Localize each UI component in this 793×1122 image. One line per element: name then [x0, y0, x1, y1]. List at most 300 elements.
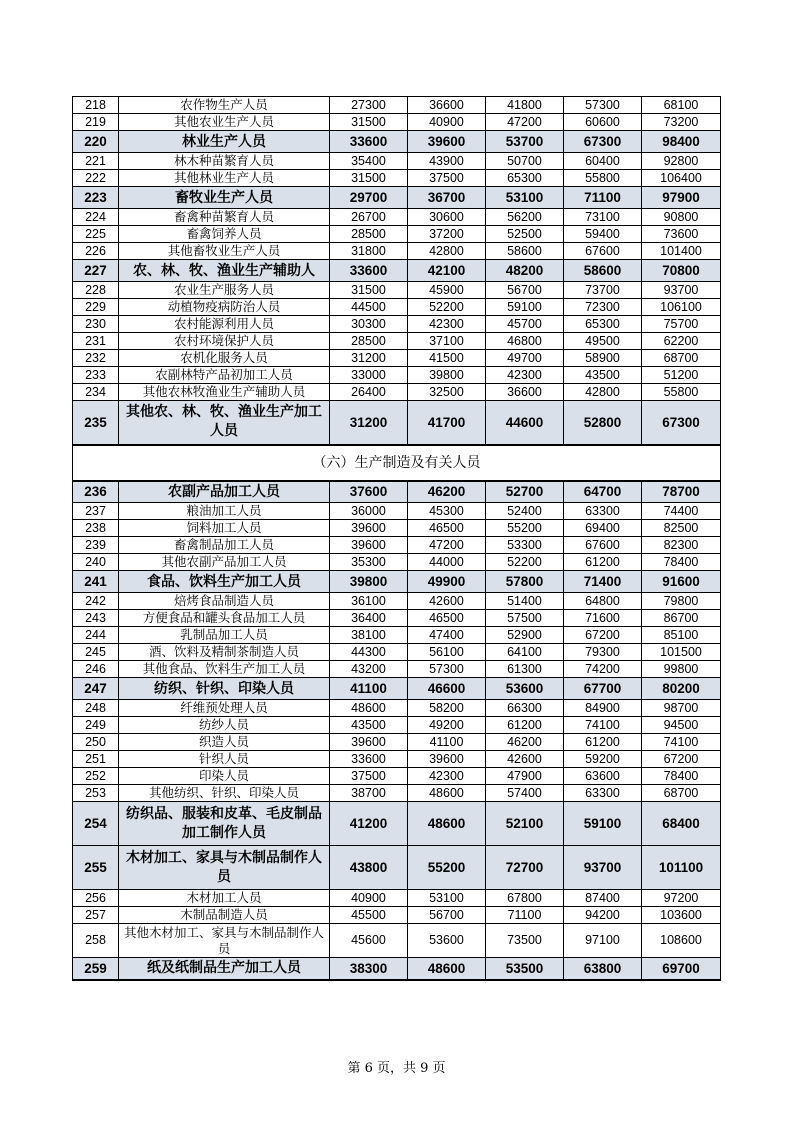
occupation-name: 其他纺织、针织、印染人员 [119, 785, 330, 802]
wage-value: 59400 [564, 226, 642, 243]
wage-value: 59100 [486, 299, 564, 316]
wage-value: 74100 [564, 717, 642, 734]
wage-value: 71100 [564, 187, 642, 209]
wage-value: 42300 [408, 316, 486, 333]
occupation-name: 动植物疫病防治人员 [119, 299, 330, 316]
wage-table [72, 96, 721, 981]
wage-value: 64800 [564, 593, 642, 610]
occupation-name: 畜禽种苗繁育人员 [119, 209, 330, 226]
occupation-code: 247 [73, 678, 119, 700]
wage-value: 91600 [642, 571, 721, 593]
occupation-code: 258 [73, 924, 119, 958]
section-header-row [73, 445, 721, 481]
wage-value: 36600 [486, 384, 564, 401]
wage-value: 46500 [408, 520, 486, 537]
occupation-name: 方便食品和罐头食品加工人员 [119, 610, 330, 627]
wage-value: 44300 [330, 644, 408, 661]
wage-value: 36000 [330, 503, 408, 520]
wage-value: 59100 [564, 802, 642, 846]
wage-value: 43500 [564, 367, 642, 384]
occupation-name: 粮油加工人员 [119, 503, 330, 520]
occupation-code: 256 [73, 890, 119, 907]
occupation-code: 259 [73, 958, 119, 980]
wage-value: 39600 [408, 131, 486, 153]
wage-value: 79300 [564, 644, 642, 661]
wage-value: 41500 [408, 350, 486, 367]
table-row [73, 554, 721, 571]
wage-value: 44600 [486, 401, 564, 445]
table-row [73, 751, 721, 768]
table-row [73, 644, 721, 661]
occupation-code: 227 [73, 260, 119, 282]
wage-value: 39600 [330, 537, 408, 554]
occupation-code: 246 [73, 661, 119, 678]
wage-value: 53500 [486, 958, 564, 980]
table-row [73, 209, 721, 226]
wage-value: 73200 [642, 114, 721, 131]
wage-value: 63800 [564, 958, 642, 980]
table-row [73, 367, 721, 384]
occupation-name: 纺纱人员 [119, 717, 330, 734]
table-row [73, 131, 721, 153]
occupation-name: 其他畜牧业生产人员 [119, 243, 330, 260]
wage-value: 68100 [642, 97, 721, 114]
wage-value: 55200 [486, 520, 564, 537]
occupation-code: 219 [73, 114, 119, 131]
wage-value: 28500 [330, 333, 408, 350]
wage-value: 53600 [408, 924, 486, 958]
wage-value: 45700 [486, 316, 564, 333]
occupation-name: 焙烤食品制造人员 [119, 593, 330, 610]
table-row [73, 768, 721, 785]
occupation-code: 253 [73, 785, 119, 802]
wage-value: 48600 [408, 958, 486, 980]
occupation-name: 木制品制造人员 [119, 907, 330, 924]
wage-value: 26700 [330, 209, 408, 226]
wage-value: 42800 [564, 384, 642, 401]
wage-value: 58900 [564, 350, 642, 367]
wage-value: 36600 [408, 97, 486, 114]
wage-value: 78400 [642, 554, 721, 571]
wage-value: 31500 [330, 114, 408, 131]
wage-value: 37200 [408, 226, 486, 243]
wage-value: 93700 [564, 846, 642, 890]
wage-value: 59200 [564, 751, 642, 768]
wage-value: 31200 [330, 401, 408, 445]
wage-value: 40900 [330, 890, 408, 907]
occupation-name: 农、林、牧、渔业生产辅助人 [119, 260, 330, 282]
table-row [73, 114, 721, 131]
wage-value: 35300 [330, 554, 408, 571]
table-row [73, 678, 721, 700]
table-row [73, 153, 721, 170]
occupation-name: 酒、饮料及精制茶制造人员 [119, 644, 330, 661]
wage-value: 70800 [642, 260, 721, 282]
occupation-name: 畜禽制品加工人员 [119, 537, 330, 554]
wage-value: 58600 [486, 243, 564, 260]
wage-value: 67600 [564, 537, 642, 554]
wage-value: 65300 [486, 170, 564, 187]
wage-value: 65300 [564, 316, 642, 333]
table-row [73, 226, 721, 243]
wage-value: 67700 [564, 678, 642, 700]
wage-value: 27300 [330, 97, 408, 114]
wage-value: 47900 [486, 768, 564, 785]
occupation-code: 229 [73, 299, 119, 316]
page-footer: 第 6 页，共 9 页 [347, 1061, 446, 1076]
occupation-code: 250 [73, 734, 119, 751]
wage-value: 46500 [408, 610, 486, 627]
occupation-name: 印染人员 [119, 768, 330, 785]
wage-value: 67300 [642, 401, 721, 445]
wage-value: 37500 [330, 768, 408, 785]
wage-value: 41200 [330, 802, 408, 846]
wage-value: 63600 [564, 768, 642, 785]
table-row [73, 97, 721, 114]
occupation-code: 225 [73, 226, 119, 243]
occupation-code: 239 [73, 537, 119, 554]
occupation-code: 251 [73, 751, 119, 768]
table-row [73, 610, 721, 627]
wage-value: 73500 [486, 924, 564, 958]
wage-value: 56700 [408, 907, 486, 924]
occupation-code: 226 [73, 243, 119, 260]
wage-value: 63300 [564, 503, 642, 520]
wage-value: 37100 [408, 333, 486, 350]
wage-value: 108600 [642, 924, 721, 958]
occupation-code: 241 [73, 571, 119, 593]
table-row [73, 958, 721, 980]
wage-value: 48600 [408, 785, 486, 802]
wage-value: 31800 [330, 243, 408, 260]
wage-value: 51400 [486, 593, 564, 610]
wage-value: 29700 [330, 187, 408, 209]
wage-value: 61200 [486, 717, 564, 734]
wage-value: 31500 [330, 282, 408, 299]
wage-value: 49200 [408, 717, 486, 734]
occupation-code: 249 [73, 717, 119, 734]
occupation-code: 232 [73, 350, 119, 367]
wage-value: 69400 [564, 520, 642, 537]
wage-value: 85100 [642, 627, 721, 644]
occupation-name: 纤维预处理人员 [119, 700, 330, 717]
occupation-name: 其他农业生产人员 [119, 114, 330, 131]
wage-value: 41800 [486, 97, 564, 114]
wage-value: 52200 [408, 299, 486, 316]
wage-value: 101500 [642, 644, 721, 661]
wage-value: 52100 [486, 802, 564, 846]
wage-value: 32500 [408, 384, 486, 401]
occupation-name: 农村环境保护人员 [119, 333, 330, 350]
occupation-name: 农业生产服务人员 [119, 282, 330, 299]
wage-value: 39600 [330, 520, 408, 537]
occupation-code: 248 [73, 700, 119, 717]
wage-value: 37500 [408, 170, 486, 187]
wage-value: 90800 [642, 209, 721, 226]
table-row [73, 734, 721, 751]
wage-value: 72300 [564, 299, 642, 316]
wage-value: 101400 [642, 243, 721, 260]
occupation-name: 其他木材加工、家具与木制品制作人员 [119, 924, 330, 958]
occupation-name: 农副林特产品初加工人员 [119, 367, 330, 384]
occupation-name: 食品、饮料生产加工人员 [119, 571, 330, 593]
wage-value: 48600 [330, 700, 408, 717]
wage-value: 45900 [408, 282, 486, 299]
wage-value: 74200 [564, 661, 642, 678]
table-row [73, 890, 721, 907]
wage-value: 60600 [564, 114, 642, 131]
wage-value: 86700 [642, 610, 721, 627]
wage-value: 30300 [330, 316, 408, 333]
occupation-name: 其他食品、饮料生产加工人员 [119, 661, 330, 678]
occupation-code: 235 [73, 401, 119, 445]
wage-value: 79800 [642, 593, 721, 610]
occupation-name: 针织人员 [119, 751, 330, 768]
occupation-code: 245 [73, 644, 119, 661]
occupation-code: 243 [73, 610, 119, 627]
wage-value: 94200 [564, 907, 642, 924]
wage-value: 58600 [564, 260, 642, 282]
occupation-name: 其他林业生产人员 [119, 170, 330, 187]
table-row [73, 571, 721, 593]
table-row [73, 593, 721, 610]
wage-value: 39800 [330, 571, 408, 593]
wage-value: 55800 [564, 170, 642, 187]
wage-value: 74100 [642, 734, 721, 751]
wage-value: 28500 [330, 226, 408, 243]
occupation-code: 240 [73, 554, 119, 571]
table-row [73, 785, 721, 802]
occupation-code: 222 [73, 170, 119, 187]
wage-value: 52500 [486, 226, 564, 243]
wage-value: 26400 [330, 384, 408, 401]
wage-value: 40900 [408, 114, 486, 131]
wage-value: 48600 [408, 802, 486, 846]
wage-value: 67300 [564, 131, 642, 153]
occupation-code: 252 [73, 768, 119, 785]
wage-value: 41100 [408, 734, 486, 751]
wage-value: 47400 [408, 627, 486, 644]
wage-value: 31200 [330, 350, 408, 367]
wage-value: 73100 [564, 209, 642, 226]
wage-value: 97900 [642, 187, 721, 209]
table-row [73, 316, 721, 333]
wage-value: 78400 [642, 768, 721, 785]
occupation-name: 农村能源利用人员 [119, 316, 330, 333]
table-row [73, 520, 721, 537]
table-row [73, 243, 721, 260]
table-row [73, 537, 721, 554]
wage-value: 74400 [642, 503, 721, 520]
occupation-name: 乳制品加工人员 [119, 627, 330, 644]
occupation-code: 238 [73, 520, 119, 537]
wage-value: 42100 [408, 260, 486, 282]
wage-value: 38700 [330, 785, 408, 802]
wage-value: 73600 [642, 226, 721, 243]
table-row [73, 481, 721, 503]
table-row [73, 170, 721, 187]
occupation-code: 244 [73, 627, 119, 644]
wage-value: 47200 [486, 114, 564, 131]
wage-value: 52900 [486, 627, 564, 644]
wage-value: 43800 [330, 846, 408, 890]
wage-value: 69700 [642, 958, 721, 980]
wage-value: 46800 [486, 333, 564, 350]
table-row [73, 187, 721, 209]
occupation-code: 233 [73, 367, 119, 384]
occupation-code: 234 [73, 384, 119, 401]
wage-value: 42300 [486, 367, 564, 384]
wage-value: 42300 [408, 768, 486, 785]
wage-value: 87400 [564, 890, 642, 907]
table-row [73, 700, 721, 717]
wage-value: 53100 [486, 187, 564, 209]
wage-value: 67800 [486, 890, 564, 907]
wage-value: 49700 [486, 350, 564, 367]
wage-value: 46200 [408, 481, 486, 503]
occupation-code: 257 [73, 907, 119, 924]
wage-value: 67200 [642, 751, 721, 768]
wage-value: 61300 [486, 661, 564, 678]
wage-value: 52400 [486, 503, 564, 520]
wage-value: 42600 [408, 593, 486, 610]
table-row [73, 924, 721, 958]
occupation-code: 237 [73, 503, 119, 520]
occupation-code: 242 [73, 593, 119, 610]
wage-value: 39800 [408, 367, 486, 384]
occupation-code: 221 [73, 153, 119, 170]
table-row [73, 846, 721, 890]
wage-value: 56700 [486, 282, 564, 299]
wage-value: 56200 [486, 209, 564, 226]
table-row [73, 299, 721, 316]
wage-value: 75700 [642, 316, 721, 333]
wage-value: 101100 [642, 846, 721, 890]
occupation-name: 木材加工、家具与木制品制作人员 [119, 846, 330, 890]
section-title: （六）生产制造及有关人员 [73, 445, 721, 481]
wage-value: 84900 [564, 700, 642, 717]
occupation-code: 255 [73, 846, 119, 890]
occupation-name: 农作物生产人员 [119, 97, 330, 114]
wage-value: 82500 [642, 520, 721, 537]
wage-value: 68400 [642, 802, 721, 846]
wage-value: 31500 [330, 170, 408, 187]
wage-value: 43900 [408, 153, 486, 170]
wage-value: 53100 [408, 890, 486, 907]
wage-value: 42600 [486, 751, 564, 768]
occupation-name: 畜牧业生产人员 [119, 187, 330, 209]
table-row [73, 661, 721, 678]
wage-value: 33000 [330, 367, 408, 384]
wage-value: 49500 [564, 333, 642, 350]
wage-value: 61200 [564, 554, 642, 571]
wage-value: 63300 [564, 785, 642, 802]
wage-value: 78700 [642, 481, 721, 503]
occupation-code: 228 [73, 282, 119, 299]
wage-value: 94500 [642, 717, 721, 734]
wage-value: 52200 [486, 554, 564, 571]
wage-value: 33600 [330, 260, 408, 282]
occupation-name: 纺织、针织、印染人员 [119, 678, 330, 700]
wage-value: 67600 [564, 243, 642, 260]
wage-value: 47200 [408, 537, 486, 554]
wage-value: 57300 [564, 97, 642, 114]
wage-value: 98700 [642, 700, 721, 717]
wage-value: 50700 [486, 153, 564, 170]
wage-value: 99800 [642, 661, 721, 678]
table-row [73, 717, 721, 734]
wage-value: 103600 [642, 907, 721, 924]
wage-value: 98400 [642, 131, 721, 153]
occupation-code: 236 [73, 481, 119, 503]
wage-value: 97100 [564, 924, 642, 958]
wage-value: 82300 [642, 537, 721, 554]
wage-value: 37600 [330, 481, 408, 503]
wage-value: 68700 [642, 785, 721, 802]
wage-value: 55800 [642, 384, 721, 401]
wage-value: 36400 [330, 610, 408, 627]
wage-value: 30600 [408, 209, 486, 226]
wage-value: 61200 [564, 734, 642, 751]
wage-value: 60400 [564, 153, 642, 170]
wage-value: 51200 [642, 367, 721, 384]
wage-value: 58200 [408, 700, 486, 717]
wage-value: 39600 [408, 751, 486, 768]
occupation-code: 220 [73, 131, 119, 153]
wage-value: 64100 [486, 644, 564, 661]
occupation-name: 其他农副产品加工人员 [119, 554, 330, 571]
wage-value: 66300 [486, 700, 564, 717]
wage-value: 71400 [564, 571, 642, 593]
wage-value: 68700 [642, 350, 721, 367]
wage-value: 44500 [330, 299, 408, 316]
wage-value: 36700 [408, 187, 486, 209]
wage-value: 48200 [486, 260, 564, 282]
wage-value: 57400 [486, 785, 564, 802]
occupation-name: 其他农、林、牧、渔业生产加工人员 [119, 401, 330, 445]
occupation-name: 纸及纸制品生产加工人员 [119, 958, 330, 980]
wage-value: 80200 [642, 678, 721, 700]
table-row [73, 503, 721, 520]
wage-value: 46200 [486, 734, 564, 751]
wage-value: 73700 [564, 282, 642, 299]
wage-value: 57300 [408, 661, 486, 678]
wage-value: 106400 [642, 170, 721, 187]
wage-value: 45500 [330, 907, 408, 924]
table-row [73, 384, 721, 401]
wage-value: 56100 [408, 644, 486, 661]
wage-value: 57800 [486, 571, 564, 593]
occupation-name: 林业生产人员 [119, 131, 330, 153]
wage-value: 42800 [408, 243, 486, 260]
table-row [73, 260, 721, 282]
occupation-code: 254 [73, 802, 119, 846]
wage-value: 57500 [486, 610, 564, 627]
occupation-code: 223 [73, 187, 119, 209]
wage-value: 93700 [642, 282, 721, 299]
occupation-code: 231 [73, 333, 119, 350]
wage-table-body [73, 97, 721, 980]
table-row [73, 627, 721, 644]
wage-value: 45600 [330, 924, 408, 958]
wage-value: 53600 [486, 678, 564, 700]
occupation-name: 农机化服务人员 [119, 350, 330, 367]
wage-value: 38100 [330, 627, 408, 644]
table-row [73, 802, 721, 846]
wage-value: 45300 [408, 503, 486, 520]
wage-value: 38300 [330, 958, 408, 980]
occupation-name: 织造人员 [119, 734, 330, 751]
